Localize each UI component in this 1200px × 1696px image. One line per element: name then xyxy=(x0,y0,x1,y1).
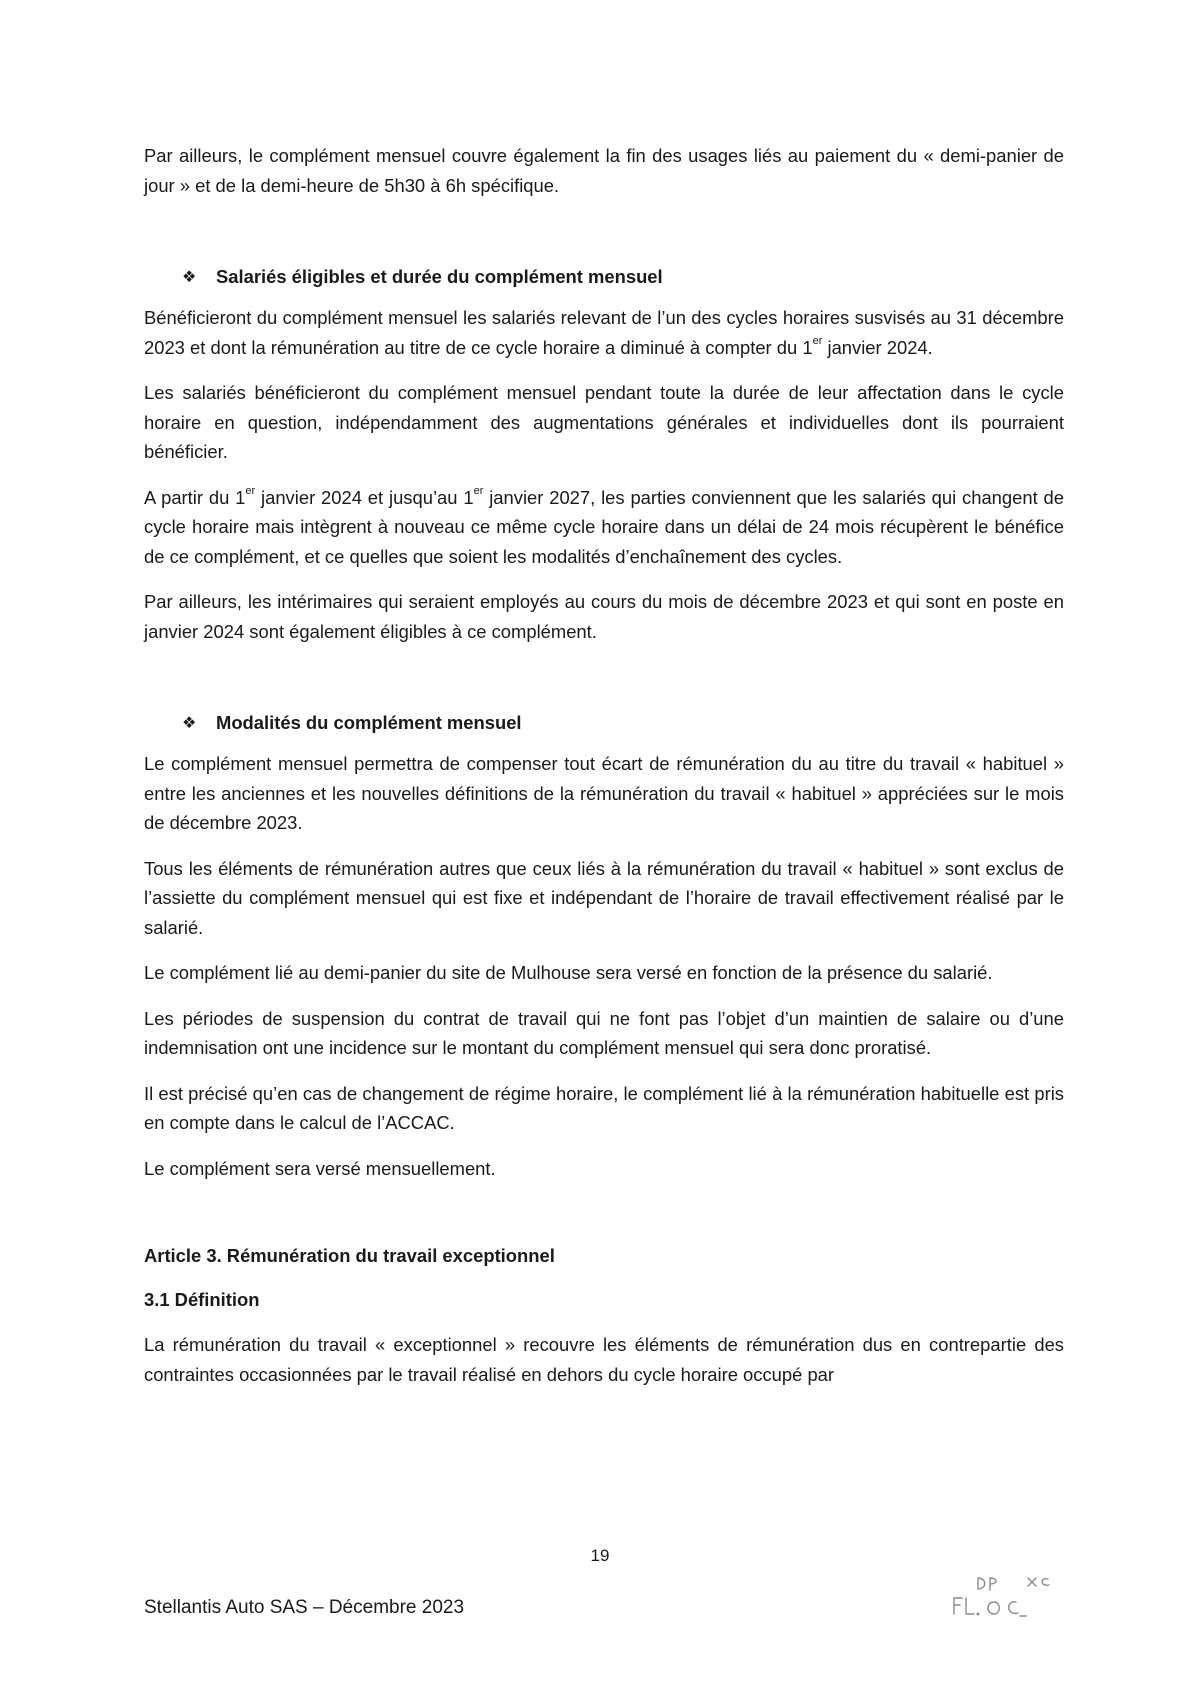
paragraph: Il est précisé qu’en cas de changement de régime horaire, le complément lié à la rémunération habituelle est pris en compte dans le calcul de l’ACCAC. xyxy=(144,1082,1064,1133)
paragraph: Le complément mensuel permettra de compenser tout écart de rémunération du au titre du travail « habituel » entre les anciennes et les nouvelles définitions de la rémunération du travail « habituel » appréciées sur le mois de décembre 2023. xyxy=(144,753,1064,833)
text-run: Bénéficieront du complément mensuel les salariés relevant de l’un des cycles horaires susvisés au 31 décembre 2023 et dont la rémunération au titre de ce cycle horaire a diminué à compter du 1 xyxy=(144,307,1064,358)
superscript: er xyxy=(473,485,484,498)
paragraph: Les salariés bénéficieront du complément mensuel pendant toute la durée de leur affectation dans le cycle horaire en question, indépendamment des augmentations générales et individuelles dont ils pourraient bénéficier. xyxy=(144,382,1064,462)
section-heading-modalities xyxy=(144,708,1064,737)
document-body xyxy=(144,141,1064,1405)
paragraph xyxy=(144,303,1064,362)
paragraph: La rémunération du travail « exceptionnel » recouvre les éléments de rémunération dus en contrepartie des contraintes occasionnées par le travail réalisé en dehors du cycle horaire occupé par xyxy=(144,1334,1064,1385)
paragraph: Le complément sera versé mensuellement. xyxy=(144,1157,496,1179)
page-number: 19 xyxy=(590,1546,610,1565)
diamond-bullet-icon: ❖ xyxy=(182,267,197,286)
diamond-bullet-icon: ❖ xyxy=(182,713,197,732)
paragraph: Par ailleurs, les intérimaires qui seraient employés au cours du mois de décembre 2023 et qui sont en poste en janvier 2024 sont également éligibles à ce complément. xyxy=(144,591,1064,642)
subsection-title: 3.1 Définition xyxy=(144,1288,260,1310)
section-heading-eligibility xyxy=(144,262,1064,291)
text-run: janvier 2027, les parties conviennent que les salariés qui changent de cycle horaire mais intègrent à nouveau ce même cycle horaire dans un délai de 24 mois récupèrent le bénéfice de ce complément, et ce quelles que soient les modalités d’enchaînement des cycles. xyxy=(144,486,1064,567)
intro-paragraph: Par ailleurs, le complément mensuel couvre également la fin des usages liés au paiement du « demi-panier de jour » et de la demi-heure de 5h30 à 6h spécifique. xyxy=(144,145,1064,196)
text-run: janvier 2024 et jusqu’au 1 xyxy=(255,486,474,508)
paragraph: Tous les éléments de rémunération autres que ceux liés à la rémunération du travail « habituel » sont exclus de l’assiette du complément mensuel qui est fixe et indépendant de l’horaire de travail effectivement réalisé par le salarié. xyxy=(144,857,1064,938)
article-title: Article 3. Rémunération du travail exceptionnel xyxy=(144,1245,555,1266)
section-heading-text: Modalités du complément mensuel xyxy=(216,712,522,733)
handwritten-initials xyxy=(948,1572,1072,1628)
superscript: er xyxy=(812,335,823,348)
paragraph: Les périodes de suspension du contrat de travail qui ne font pas l’objet d’un maintien de salaire ou d’une indemnisation ont une incidence sur le montant du complément mensuel qui sera donc proratisé. xyxy=(144,1007,1064,1058)
paragraph: Le complément lié au demi-panier du site de Mulhouse sera versé en fonction de la présence du salarié. xyxy=(144,962,993,983)
text-run: A partir du 1 xyxy=(144,486,246,508)
footer-text: Stellantis Auto SAS – Décembre 2023 xyxy=(144,1597,465,1618)
superscript: er xyxy=(245,485,256,498)
text-run: janvier 2024. xyxy=(822,336,933,358)
section-heading-text: Salariés éligibles et durée du complément mensuel xyxy=(216,266,663,287)
paragraph xyxy=(144,483,1064,572)
